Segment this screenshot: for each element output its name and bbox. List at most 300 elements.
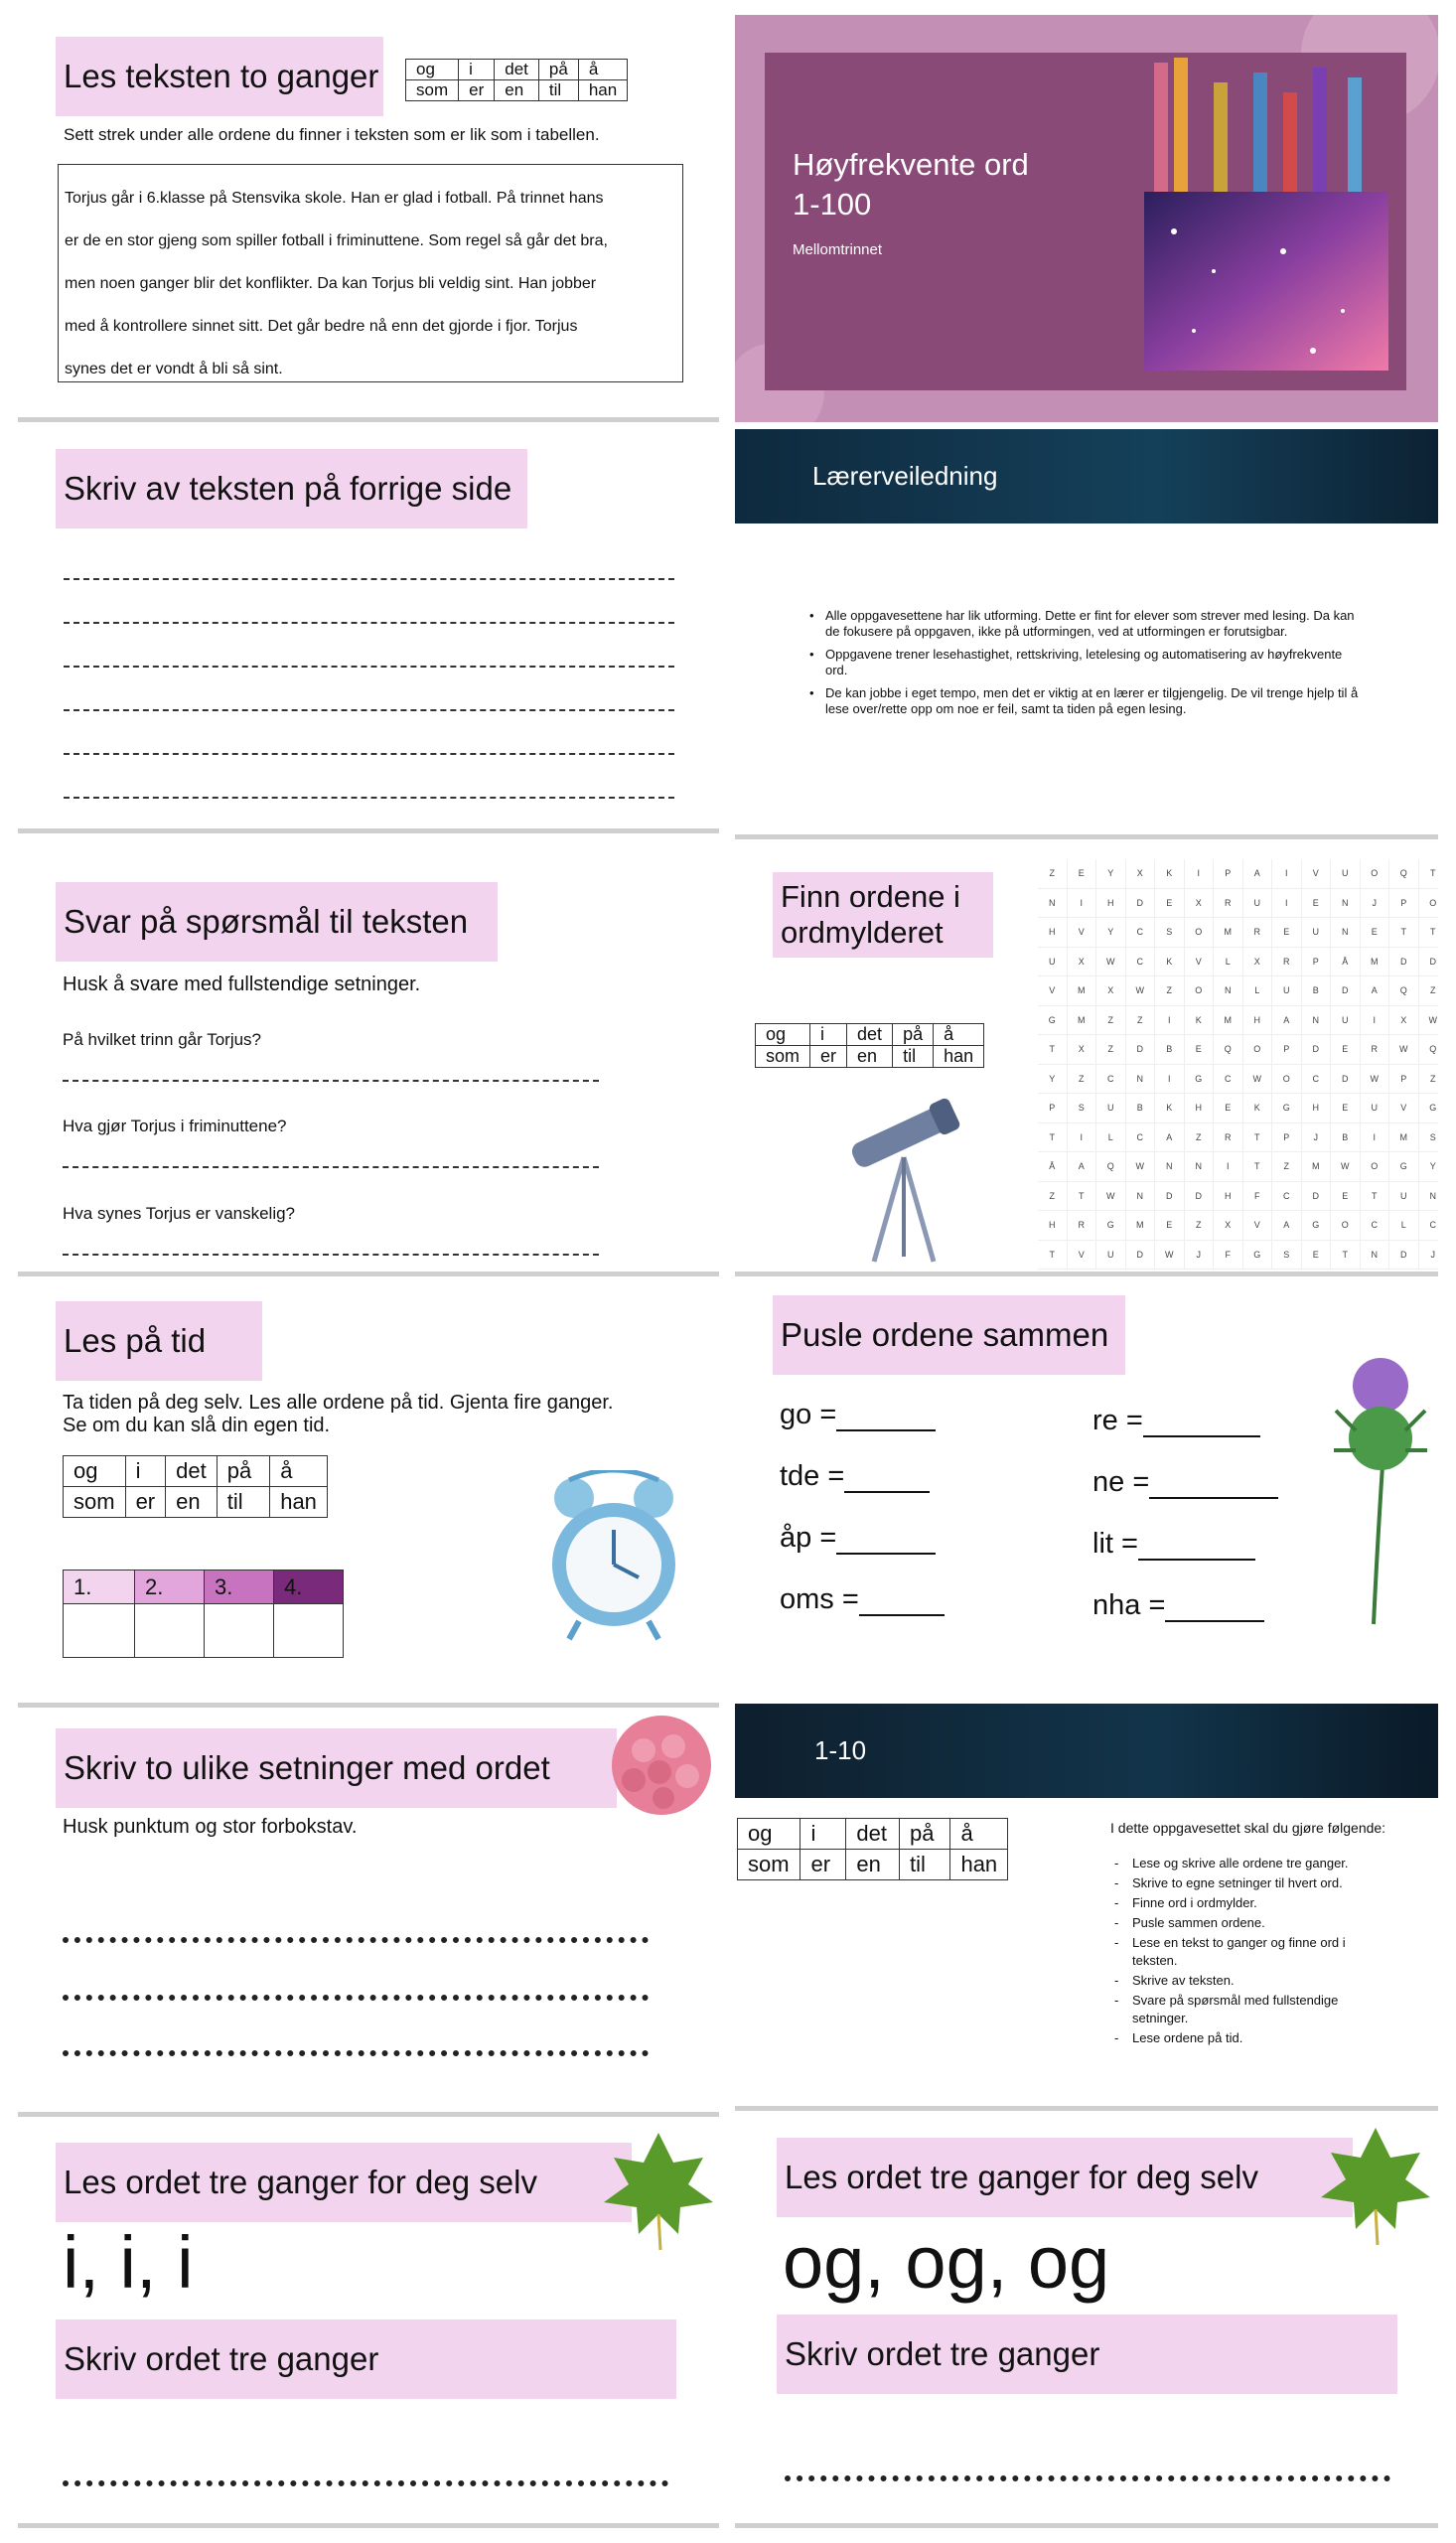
grid-letter[interactable]: Y — [1419, 1152, 1439, 1182]
grid-letter[interactable]: T — [1038, 1035, 1068, 1065]
title-text: Les teksten to ganger — [64, 58, 379, 94]
slide-title — [777, 2138, 1353, 2217]
grid-letter[interactable]: V — [1068, 918, 1097, 948]
grid-letter[interactable]: E — [1068, 859, 1097, 889]
grid-letter[interactable]: C — [1214, 1065, 1243, 1095]
grid-letter[interactable]: V — [1389, 1094, 1419, 1123]
grid-letter[interactable]: I — [1068, 1123, 1097, 1153]
grid-letter[interactable]: Z — [1419, 976, 1439, 1006]
answer-line[interactable] — [63, 1254, 599, 1256]
grid-letter[interactable]: D — [1331, 976, 1361, 1006]
grid-letter[interactable]: H — [1038, 1211, 1068, 1241]
grid-letter[interactable]: B — [1155, 1035, 1185, 1065]
divider — [735, 834, 1438, 839]
grid-letter[interactable]: K — [1155, 1094, 1185, 1123]
grid-letter[interactable]: H — [1185, 1094, 1215, 1123]
grid-letter[interactable]: H — [1214, 1182, 1243, 1212]
text-line: med å kontrollere sinnet sitt. Det går bedre nå enn det gjorde i fjor. Torjus — [65, 318, 578, 335]
table-cell: han — [934, 1046, 984, 1068]
grid-letter[interactable]: D — [1419, 948, 1439, 977]
grid-letter[interactable]: S — [1419, 1123, 1439, 1153]
puzzle-item — [1092, 1528, 1255, 1561]
grid-letter[interactable]: C — [1126, 918, 1156, 948]
table-cell: er — [125, 1487, 166, 1518]
title-text: Les ordet tre ganger for deg selv — [785, 2159, 1258, 2195]
grid-letter[interactable]: Z — [1185, 1123, 1215, 1153]
table-cell: er — [810, 1046, 847, 1068]
table-cell: er — [801, 1850, 846, 1880]
grid-letter[interactable]: O — [1272, 1065, 1302, 1095]
grid-letter[interactable]: H — [1096, 889, 1126, 919]
grid-letter[interactable]: D — [1126, 1035, 1156, 1065]
grid-letter[interactable]: M — [1389, 1123, 1419, 1153]
table-cell: det — [166, 1456, 218, 1487]
attempt-header: 4. — [274, 1571, 344, 1604]
grid-letter[interactable]: D — [1389, 948, 1419, 977]
title-text: Skriv av teksten på forrige side — [64, 470, 512, 507]
write-line[interactable] — [64, 666, 674, 668]
grid-letter[interactable]: P — [1272, 1123, 1302, 1153]
grid-letter[interactable]: L — [1243, 976, 1273, 1006]
grid-letter[interactable]: F — [1243, 1182, 1273, 1212]
grid-letter[interactable]: G — [1096, 1211, 1126, 1241]
grid-letter[interactable]: K — [1155, 859, 1185, 889]
grid-letter[interactable]: Z — [1419, 1065, 1439, 1095]
grid-letter[interactable]: M — [1068, 976, 1097, 1006]
grid-letter[interactable]: M — [1214, 918, 1243, 948]
answer-blank[interactable] — [859, 1588, 945, 1616]
grid-letter[interactable]: U — [1331, 859, 1361, 889]
grid-letter[interactable]: X — [1389, 1006, 1419, 1036]
grid-letter[interactable]: R — [1068, 1211, 1097, 1241]
thistle-flower-icon — [1326, 1341, 1435, 1629]
grid-letter[interactable]: L — [1389, 1211, 1419, 1241]
grid-letter[interactable]: W — [1331, 1152, 1361, 1182]
grid-letter[interactable]: U — [1389, 1182, 1419, 1212]
grid-letter[interactable]: R — [1243, 918, 1273, 948]
table-cell: som — [738, 1850, 801, 1880]
overview-intro: I dette oppgavesettet skal du gjøre følgende: — [1110, 1820, 1386, 1836]
grid-letter[interactable]: V — [1038, 976, 1068, 1006]
grid-letter[interactable]: R — [1214, 889, 1243, 919]
grid-letter[interactable]: U — [1038, 948, 1068, 977]
grid-letter[interactable]: O — [1361, 859, 1390, 889]
grid-letter[interactable]: E — [1185, 1035, 1215, 1065]
grid-letter[interactable]: U — [1096, 1241, 1126, 1271]
grid-letter[interactable]: E — [1331, 1182, 1361, 1212]
grid-letter[interactable]: D — [1126, 1241, 1156, 1271]
write-title-text: Skriv ordet tre ganger — [785, 2335, 1100, 2372]
grid-letter[interactable]: M — [1302, 1152, 1332, 1182]
slide-title — [56, 2143, 632, 2222]
grid-letter[interactable]: A — [1272, 1006, 1302, 1036]
grid-letter[interactable]: M — [1068, 1006, 1097, 1036]
grid-letter[interactable]: W — [1361, 1065, 1390, 1095]
grid-letter[interactable]: H — [1038, 918, 1068, 948]
grid-letter[interactable]: R — [1361, 1035, 1390, 1065]
grid-letter[interactable]: L — [1096, 1123, 1126, 1153]
table-row — [738, 1850, 1008, 1880]
grid-letter[interactable]: V — [1068, 1241, 1097, 1271]
grid-letter[interactable]: C — [1302, 1065, 1332, 1095]
grid-letter[interactable]: P — [1038, 1094, 1068, 1123]
grid-letter[interactable]: P — [1214, 859, 1243, 889]
grid-letter[interactable]: X — [1185, 889, 1215, 919]
write-line[interactable] — [63, 1937, 649, 1943]
grid-letter[interactable]: W — [1096, 1182, 1126, 1212]
table-cell: å — [950, 1819, 1008, 1850]
grid-letter[interactable]: E — [1361, 918, 1390, 948]
answer-line[interactable] — [63, 1080, 599, 1082]
list-item: - Lese en tekst to ganger og finne ord i teksten. — [1112, 1934, 1390, 1970]
grid-letter[interactable]: A — [1068, 1152, 1097, 1182]
table-cell: til — [217, 1487, 269, 1518]
grid-letter[interactable]: W — [1155, 1241, 1185, 1271]
grid-letter[interactable]: B — [1331, 1123, 1361, 1153]
grid-letter[interactable]: B — [1302, 976, 1332, 1006]
divider — [18, 1703, 719, 1708]
grid-letter[interactable]: Z — [1126, 1006, 1156, 1036]
grid-letter[interactable]: N — [1302, 1006, 1332, 1036]
grid-letter[interactable]: M — [1361, 948, 1390, 977]
grid-letter[interactable]: Z — [1185, 1211, 1215, 1241]
grid-letter[interactable]: N — [1214, 976, 1243, 1006]
grid-letter[interactable]: G — [1243, 1241, 1273, 1271]
grid-letter[interactable]: N — [1155, 1152, 1185, 1182]
grid-letter[interactable]: U — [1331, 1006, 1361, 1036]
time-cell[interactable] — [274, 1604, 344, 1658]
grid-letter[interactable]: G — [1302, 1211, 1332, 1241]
grid-letter[interactable]: T — [1419, 859, 1439, 889]
grid-letter[interactable]: W — [1419, 1006, 1439, 1036]
grid-letter[interactable]: P — [1302, 948, 1332, 977]
grid-letter[interactable]: T — [1038, 1123, 1068, 1153]
slide-read-text — [18, 15, 719, 417]
grid-letter[interactable]: N — [1419, 1182, 1439, 1212]
grid-letter[interactable]: Z — [1155, 976, 1185, 1006]
grid-letter[interactable]: N — [1331, 889, 1361, 919]
answer-blank[interactable] — [844, 1465, 930, 1493]
grid-letter[interactable]: K — [1185, 1006, 1215, 1036]
grid-letter[interactable]: A — [1155, 1123, 1185, 1153]
grid-letter[interactable]: A — [1361, 976, 1390, 1006]
cover-title-line1: Høyfrekvente ord — [793, 147, 1029, 182]
grid-letter[interactable]: I — [1272, 859, 1302, 889]
table-cell: i — [810, 1024, 847, 1046]
title-text: Skriv to ulike setninger med ordet — [64, 1749, 550, 1786]
grid-letter[interactable]: Y — [1096, 859, 1126, 889]
grid-letter[interactable]: X — [1096, 976, 1126, 1006]
answer-blank[interactable] — [1143, 1410, 1260, 1437]
table-row — [738, 1819, 1008, 1850]
grid-letter[interactable]: W — [1126, 976, 1156, 1006]
grid-letter[interactable]: C — [1361, 1211, 1390, 1241]
divider — [735, 2523, 1438, 2528]
table-cell: å — [934, 1024, 984, 1046]
grid-letter[interactable]: O — [1185, 918, 1215, 948]
slide-title — [56, 449, 527, 528]
grid-letter[interactable]: C — [1126, 1123, 1156, 1153]
table-cell: en — [846, 1850, 900, 1880]
grid-letter[interactable]: I — [1185, 859, 1215, 889]
text-line: men noen ganger blir det konflikter. Da kan Torjus bli veldig sint. Han jobber — [65, 275, 597, 292]
slide-cover — [735, 15, 1438, 422]
grid-letter[interactable]: Z — [1038, 1182, 1068, 1212]
grid-letter[interactable]: I — [1361, 1123, 1390, 1153]
grid-letter[interactable]: Q — [1214, 1035, 1243, 1065]
grid-letter[interactable]: G — [1038, 1006, 1068, 1036]
grid-letter[interactable]: O — [1419, 889, 1439, 919]
grid-letter[interactable]: E — [1272, 918, 1302, 948]
grid-letter[interactable]: J — [1302, 1123, 1332, 1153]
grid-letter[interactable]: V — [1243, 1211, 1273, 1241]
header-title: Lærerveiledning — [812, 461, 998, 491]
write-line[interactable] — [63, 2050, 649, 2056]
grid-letter[interactable]: P — [1389, 889, 1419, 919]
answer-blank[interactable] — [1149, 1471, 1278, 1499]
grid-letter[interactable]: D — [1155, 1182, 1185, 1212]
grid-letter[interactable]: X — [1068, 1035, 1097, 1065]
grid-letter[interactable]: N — [1361, 1241, 1390, 1271]
grid-letter[interactable]: T — [1243, 1152, 1273, 1182]
grid-letter[interactable]: N — [1126, 1182, 1156, 1212]
grid-letter[interactable]: I — [1068, 889, 1097, 919]
puzzle-item — [1092, 1405, 1260, 1437]
grid-letter[interactable]: W — [1389, 1035, 1419, 1065]
grid-letter[interactable]: L — [1214, 948, 1243, 977]
title-line2: ordmylderet — [781, 915, 944, 950]
table-cell: på — [538, 60, 578, 80]
write-line[interactable] — [64, 622, 674, 624]
answer-blank[interactable] — [1165, 1594, 1264, 1622]
grid-letter[interactable]: T — [1419, 918, 1439, 948]
answer-blank[interactable] — [836, 1404, 936, 1431]
table-row — [64, 1487, 328, 1518]
list-item: - Svare på spørsmål med fullstendige setninger. — [1112, 1992, 1390, 2027]
text-box — [58, 164, 683, 382]
cover-subtitle: Mellomtrinnet — [793, 241, 883, 258]
grid-letter[interactable]: K — [1155, 948, 1185, 977]
table-cell: på — [893, 1024, 934, 1046]
grid-letter[interactable]: V — [1302, 859, 1332, 889]
grid-letter[interactable]: C — [1096, 1065, 1126, 1095]
grid-letter[interactable]: N — [1126, 1065, 1156, 1095]
table-cell: og — [756, 1024, 810, 1046]
time-cell[interactable] — [135, 1604, 205, 1658]
write-line[interactable] — [64, 797, 674, 799]
grid-letter[interactable]: M — [1126, 1211, 1156, 1241]
grid-letter[interactable]: U — [1243, 889, 1273, 919]
title-text: Svar på spørsmål til teksten — [64, 903, 469, 940]
grid-letter[interactable]: H — [1243, 1006, 1273, 1036]
grid-letter[interactable]: O — [1243, 1035, 1273, 1065]
grid-letter[interactable]: I — [1155, 1006, 1185, 1036]
grid-letter[interactable]: T — [1389, 918, 1419, 948]
grid-letter[interactable]: G — [1389, 1152, 1419, 1182]
answer-line[interactable] — [63, 1166, 599, 1168]
grid-letter[interactable]: X — [1068, 948, 1097, 977]
grid-letter[interactable]: D — [1302, 1182, 1332, 1212]
grid-letter[interactable]: I — [1361, 1006, 1390, 1036]
divider — [18, 1272, 719, 1276]
slide-wordsearch — [735, 854, 1438, 1272]
grid-letter[interactable]: Q — [1389, 859, 1419, 889]
wordsearch-grid[interactable] — [1038, 859, 1438, 1270]
table-row — [64, 1604, 344, 1658]
grid-letter[interactable]: S — [1272, 1241, 1302, 1271]
title-text: Les ordet tre ganger for deg selv — [64, 2164, 537, 2200]
table-cell: som — [64, 1487, 126, 1518]
attempt-header: 2. — [135, 1571, 205, 1604]
grid-letter[interactable]: T — [1243, 1123, 1273, 1153]
grid-letter[interactable]: C — [1419, 1211, 1439, 1241]
word-table — [755, 1023, 984, 1068]
answer-blank[interactable] — [836, 1527, 936, 1555]
word-table — [405, 59, 628, 101]
grid-letter[interactable]: T — [1038, 1241, 1068, 1271]
puzzle-word: lit = — [1092, 1528, 1138, 1560]
grid-letter[interactable]: U — [1361, 1094, 1390, 1123]
grid-letter[interactable]: U — [1096, 1094, 1126, 1123]
grid-letter[interactable]: Z — [1272, 1152, 1302, 1182]
slide-title — [56, 37, 383, 116]
table-cell: det — [847, 1024, 893, 1046]
grid-letter[interactable]: X — [1214, 1211, 1243, 1241]
grid-letter[interactable]: H — [1302, 1094, 1332, 1123]
grid-letter[interactable]: I — [1214, 1152, 1243, 1182]
divider — [735, 2106, 1438, 2111]
grid-letter[interactable]: Z — [1038, 859, 1068, 889]
grid-letter[interactable]: Z — [1096, 1035, 1126, 1065]
grid-letter[interactable]: Z — [1068, 1065, 1097, 1095]
grid-letter[interactable]: Å — [1331, 948, 1361, 977]
grid-letter[interactable]: E — [1331, 1035, 1361, 1065]
grid-letter[interactable]: Z — [1096, 1006, 1126, 1036]
grid-letter[interactable]: E — [1155, 889, 1185, 919]
time-cell[interactable] — [64, 1604, 135, 1658]
grid-letter[interactable]: X — [1243, 948, 1273, 977]
grid-letter[interactable]: P — [1389, 1065, 1419, 1095]
grid-letter[interactable]: W — [1243, 1065, 1273, 1095]
table-cell: en — [847, 1046, 893, 1068]
grid-letter[interactable]: B — [1126, 1094, 1156, 1123]
grid-letter[interactable]: K — [1243, 1094, 1273, 1123]
write-line[interactable] — [64, 709, 674, 711]
write-line[interactable] — [785, 2475, 1390, 2481]
table-cell: en — [495, 80, 539, 101]
puzzle-word: go = — [780, 1399, 837, 1430]
grid-letter[interactable]: E — [1214, 1094, 1243, 1123]
grid-letter[interactable]: T — [1361, 1182, 1390, 1212]
grid-letter[interactable]: D — [1331, 1065, 1361, 1095]
grid-letter[interactable]: D — [1302, 1035, 1332, 1065]
list-item: - Skrive to egne setninger til hvert ord. — [1112, 1874, 1390, 1892]
list-item: • Oppgavene trener lesehastighet, rettskriving, letelesing og automatisering av høyfrekvente ord. — [809, 647, 1366, 678]
grid-letter[interactable]: T — [1331, 1241, 1361, 1271]
grid-letter[interactable]: C — [1272, 1182, 1302, 1212]
grid-letter[interactable]: E — [1302, 889, 1332, 919]
table-cell: han — [950, 1850, 1008, 1880]
slide-overview — [735, 1704, 1438, 2111]
table-cell: han — [578, 80, 627, 101]
divider — [735, 1272, 1438, 1276]
grid-letter[interactable]: U — [1272, 976, 1302, 1006]
grid-letter[interactable]: Q — [1419, 1035, 1439, 1065]
table-row — [64, 1571, 344, 1604]
grid-letter[interactable]: O — [1361, 1152, 1390, 1182]
write-line[interactable] — [64, 753, 674, 755]
table-cell: det — [846, 1819, 900, 1850]
attempts-table — [63, 1570, 344, 1658]
grid-letter[interactable]: Q — [1389, 976, 1419, 1006]
answer-blank[interactable] — [1138, 1533, 1255, 1561]
time-cell[interactable] — [205, 1604, 274, 1658]
grid-letter[interactable]: R — [1272, 948, 1302, 977]
grid-letter[interactable]: S — [1068, 1094, 1097, 1123]
grid-letter[interactable]: A — [1243, 859, 1273, 889]
write-line[interactable] — [63, 1995, 649, 2001]
grid-letter[interactable]: E — [1302, 1241, 1332, 1271]
grid-letter[interactable]: D — [1126, 889, 1156, 919]
grid-letter[interactable]: G — [1419, 1094, 1439, 1123]
grid-letter[interactable]: W — [1126, 1152, 1156, 1182]
slide-teacher-guide — [735, 429, 1438, 834]
list-item: - Finne ord i ordmylder. — [1112, 1894, 1390, 1912]
grid-letter[interactable]: X — [1126, 859, 1156, 889]
write-line[interactable] — [64, 578, 674, 580]
write-title — [56, 2319, 676, 2399]
grid-letter[interactable]: Y — [1038, 1065, 1068, 1095]
grid-letter[interactable]: D — [1389, 1241, 1419, 1271]
grid-letter[interactable]: E — [1155, 1211, 1185, 1241]
grid-letter[interactable]: C — [1126, 948, 1156, 977]
grid-letter[interactable]: G — [1185, 1065, 1215, 1095]
write-line[interactable] — [63, 2480, 668, 2486]
grid-letter[interactable]: T — [1068, 1182, 1097, 1212]
grid-letter[interactable]: O — [1331, 1211, 1361, 1241]
grid-letter[interactable]: N — [1331, 918, 1361, 948]
grid-letter[interactable]: N — [1038, 889, 1068, 919]
grid-letter[interactable]: J — [1419, 1241, 1439, 1271]
slide-copy-text — [18, 427, 719, 824]
grid-letter[interactable]: W — [1096, 948, 1126, 977]
grid-letter[interactable]: F — [1214, 1241, 1243, 1271]
grid-letter[interactable]: M — [1214, 1006, 1243, 1036]
grid-letter[interactable]: Y — [1096, 918, 1126, 948]
grid-letter[interactable]: Å — [1038, 1152, 1068, 1182]
grid-letter[interactable]: S — [1155, 918, 1185, 948]
grid-letter[interactable]: Q — [1096, 1152, 1126, 1182]
table-cell: han — [270, 1487, 328, 1518]
grid-letter[interactable]: A — [1272, 1211, 1302, 1241]
grid-letter[interactable]: J — [1185, 1241, 1215, 1271]
grid-letter[interactable]: V — [1185, 948, 1215, 977]
puzzle-item — [780, 1522, 936, 1555]
grid-letter[interactable]: I — [1155, 1065, 1185, 1095]
grid-letter[interactable]: G — [1272, 1094, 1302, 1123]
grid-letter[interactable]: E — [1331, 1094, 1361, 1123]
grid-letter[interactable]: J — [1361, 889, 1390, 919]
grid-letter[interactable]: I — [1272, 889, 1302, 919]
grid-letter[interactable]: P — [1272, 1035, 1302, 1065]
table-cell: en — [166, 1487, 218, 1518]
grid-letter[interactable]: O — [1185, 976, 1215, 1006]
grid-letter[interactable]: N — [1185, 1152, 1215, 1182]
grid-letter[interactable]: R — [1214, 1123, 1243, 1153]
table-cell: er — [459, 80, 495, 101]
grid-letter[interactable]: U — [1302, 918, 1332, 948]
grid-letter[interactable]: D — [1185, 1182, 1215, 1212]
